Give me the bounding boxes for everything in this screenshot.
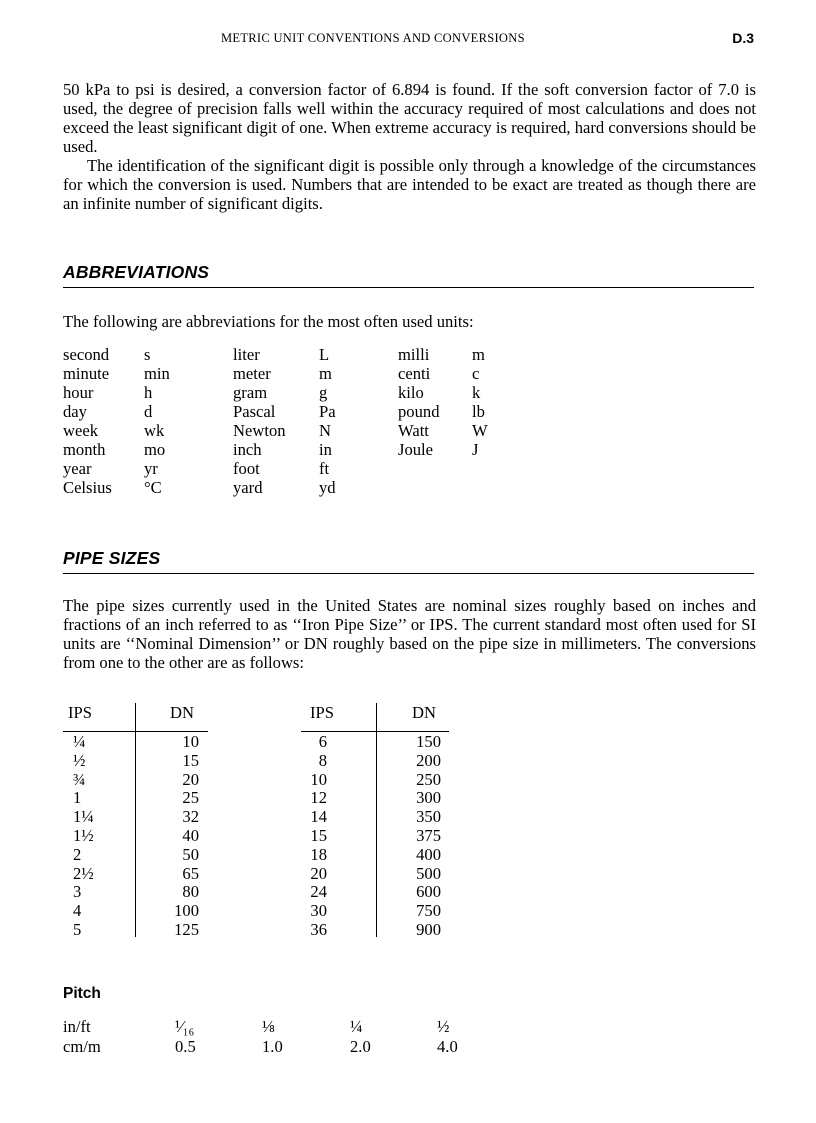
unit-symbol: yd bbox=[319, 478, 336, 497]
unit-name: second bbox=[63, 345, 110, 364]
abbreviation-entry bbox=[63, 364, 170, 383]
table1-ips-cell: 1½ bbox=[73, 826, 94, 845]
abbreviation-entry bbox=[398, 421, 488, 440]
unit-symbol: lb bbox=[472, 402, 485, 421]
table2-dn-cell: 250 bbox=[416, 769, 441, 789]
unit-name: day bbox=[63, 402, 87, 421]
table2-ips-cell: 14 bbox=[310, 807, 327, 827]
table1-ips-cell: ½ bbox=[73, 750, 86, 770]
abbreviation-entry bbox=[398, 383, 488, 402]
table2-dn-cell: 375 bbox=[416, 826, 441, 845]
unit-name: yard bbox=[233, 478, 263, 497]
unit-symbol: J bbox=[472, 440, 479, 459]
table1-dn-cell: 15 bbox=[182, 750, 199, 770]
abbreviations-rule bbox=[63, 287, 754, 288]
unit-name: gram bbox=[233, 383, 268, 402]
pitch-row-label: cm/m bbox=[63, 1037, 101, 1056]
unit-name: minute bbox=[63, 364, 110, 383]
running-header bbox=[0, 31, 816, 49]
table1-dn-cell: 80 bbox=[182, 882, 199, 902]
table2-ips-cell: 8 bbox=[318, 750, 327, 770]
table1-dn-cell: 20 bbox=[182, 769, 199, 789]
table1-ips-cell: 3 bbox=[73, 882, 82, 902]
pipe-sizes-rule bbox=[63, 573, 754, 574]
table1-dn-cell: 10 bbox=[182, 732, 199, 751]
pitch-heading: Pitch bbox=[63, 985, 101, 1002]
abbreviation-entry bbox=[398, 364, 488, 383]
table2-dn-cell: 750 bbox=[416, 901, 441, 921]
unit-symbol: h bbox=[144, 383, 153, 402]
unit-symbol: N bbox=[319, 421, 331, 440]
pitch-row-label: in/ft bbox=[63, 1017, 91, 1036]
table2-ips-cell: 15 bbox=[310, 826, 327, 845]
table2-dn-cell: 200 bbox=[416, 750, 441, 770]
abbreviation-entry bbox=[63, 440, 170, 459]
pitch-value: 2.0 bbox=[350, 1037, 371, 1056]
table2-ips-cell: 12 bbox=[310, 788, 327, 808]
pitch-value: ⅛ bbox=[262, 1017, 275, 1036]
running-header-title: METRIC UNIT CONVENTIONS AND CONVERSIONS bbox=[221, 31, 525, 45]
abbreviation-entry bbox=[63, 478, 170, 497]
unit-name: month bbox=[63, 440, 106, 459]
page-number: D.3 bbox=[732, 30, 754, 46]
abbreviation-entry bbox=[233, 440, 336, 459]
unit-name: week bbox=[63, 421, 99, 440]
unit-name: Celsius bbox=[63, 478, 112, 497]
unit-name: Newton bbox=[233, 421, 286, 440]
unit-symbol: k bbox=[472, 383, 481, 402]
table1-ips-cell: ¾ bbox=[73, 769, 86, 789]
table1-ips-cell: 4 bbox=[73, 901, 82, 921]
table2-dn-cell: 600 bbox=[416, 882, 441, 902]
intro-paragraph-1: 50 kPa to psi is desired, a conversion factor of 6.894 is found. If the soft conversion factor of 7.0 is used, the degree of precision falls well within the accuracy required of most calculations and does not exceed the least significant digit of one. When extreme accuracy is required, hard conversions should be used. bbox=[63, 80, 756, 156]
unit-name: liter bbox=[233, 345, 260, 364]
table2-ips-cell: 10 bbox=[310, 769, 327, 789]
abbreviation-entry bbox=[63, 345, 170, 364]
table2-ips-cell: 20 bbox=[310, 863, 327, 883]
unit-symbol: m bbox=[472, 345, 485, 364]
table2-ips-cell: 36 bbox=[310, 920, 327, 939]
table1-ips-cell: 2 bbox=[73, 844, 82, 864]
table2-ips-cell: 30 bbox=[310, 901, 327, 921]
unit-symbol: d bbox=[144, 402, 153, 421]
table1-ips-cell: 5 bbox=[73, 920, 82, 939]
table1-ips-cell: ¼ bbox=[73, 732, 86, 751]
table1-dn-cell: 65 bbox=[182, 863, 199, 883]
unit-name: centi bbox=[398, 364, 431, 383]
abbreviation-entry bbox=[233, 364, 336, 383]
unit-name: foot bbox=[233, 459, 260, 478]
table2-dn-cell: 400 bbox=[416, 844, 441, 864]
table1-dn-cell: 25 bbox=[182, 788, 199, 808]
unit-name: milli bbox=[398, 345, 430, 364]
unit-symbol: wk bbox=[144, 421, 165, 440]
unit-symbol: s bbox=[144, 345, 151, 364]
abbreviations-intro: The following are abbreviations for the most often used units: bbox=[63, 312, 474, 331]
table1-divider bbox=[135, 703, 136, 937]
table1-dn-cell: 32 bbox=[182, 807, 199, 827]
table2-ips-cell: 6 bbox=[318, 732, 327, 751]
abbreviation-entry bbox=[63, 459, 170, 478]
unit-name: Pascal bbox=[233, 402, 276, 421]
pitch-value: ¼ bbox=[350, 1017, 363, 1036]
abbreviation-entry bbox=[63, 421, 170, 440]
table1-dn-cell: 125 bbox=[174, 920, 199, 939]
unit-name: kilo bbox=[398, 383, 424, 402]
abbreviation-entry bbox=[233, 345, 336, 364]
unit-symbol: g bbox=[319, 383, 328, 402]
abbreviations-heading: ABBREVIATIONS bbox=[63, 262, 210, 282]
pipe-conversion-table bbox=[63, 703, 463, 943]
table2-ips-cell: 24 bbox=[310, 882, 327, 902]
pitch-value: 0.5 bbox=[175, 1037, 196, 1056]
table1-ips-cell: 1¼ bbox=[73, 807, 94, 827]
unit-name: hour bbox=[63, 383, 94, 402]
unit-name: meter bbox=[233, 364, 271, 383]
unit-name: Watt bbox=[398, 421, 429, 440]
unit-symbol: c bbox=[472, 364, 480, 383]
abbreviation-entry bbox=[233, 478, 336, 497]
unit-symbol: mo bbox=[144, 440, 166, 459]
table1-dn-header: DN bbox=[170, 703, 194, 722]
abbreviation-entry bbox=[63, 383, 170, 402]
unit-name: year bbox=[63, 459, 92, 478]
table2-dn-cell: 150 bbox=[416, 732, 441, 751]
table1-ips-cell: 2½ bbox=[73, 863, 94, 883]
unit-symbol: m bbox=[319, 364, 332, 383]
abbreviation-entry bbox=[233, 421, 336, 440]
pitch-value: ¹⁄₁₆ bbox=[175, 1017, 195, 1036]
unit-symbol: yr bbox=[144, 459, 158, 478]
table2-dn-cell: 500 bbox=[416, 863, 441, 883]
table2-dn-cell: 300 bbox=[416, 788, 441, 808]
unit-symbol: in bbox=[319, 440, 332, 459]
pitch-value: 4.0 bbox=[437, 1037, 458, 1056]
unit-symbol: ft bbox=[319, 459, 330, 478]
unit-symbol: W bbox=[472, 421, 488, 440]
unit-name: Joule bbox=[398, 440, 434, 459]
abbreviations-column-1 bbox=[63, 345, 170, 497]
abbreviation-entry bbox=[398, 345, 488, 364]
table2-divider bbox=[376, 703, 377, 937]
abbreviations-column-2 bbox=[233, 345, 336, 497]
table1-dn-cell: 100 bbox=[174, 901, 199, 921]
unit-name: pound bbox=[398, 402, 440, 421]
abbreviation-entry bbox=[233, 383, 336, 402]
table1-ips-cell: 1 bbox=[73, 788, 82, 808]
unit-symbol: °C bbox=[144, 478, 162, 497]
pipe-sizes-intro: The pipe sizes currently used in the United States are nominal sizes roughly based on inches and fractions of an inch referred to as ‘‘Iron Pipe Size’’ or IPS. The current standard most often used for SI units are ‘‘Nominal Dimension’’ or DN roughly based on the pipe size in millimeters. The conversions from one to the other are as follows: bbox=[63, 596, 756, 672]
abbreviation-entry bbox=[63, 402, 170, 421]
table2-ips-cell: 18 bbox=[310, 844, 327, 864]
table2-ips-header: IPS bbox=[310, 703, 334, 722]
table1-ips-header: IPS bbox=[68, 703, 92, 722]
abbreviation-entry bbox=[233, 402, 336, 421]
pipe-sizes-heading: PIPE SIZES bbox=[63, 548, 161, 568]
intro-paragraph-2: The identification of the significant digit is possible only through a knowledge of the circumstances for which the conversion is used. Numbers that are intended to be exact are treated as though there are an infinite number of significant digits. bbox=[63, 156, 756, 213]
table1-dn-cell: 50 bbox=[182, 844, 199, 864]
unit-symbol: L bbox=[319, 345, 330, 364]
abbreviations-column-3 bbox=[398, 345, 488, 459]
pitch-value: ½ bbox=[437, 1017, 450, 1036]
table1-dn-cell: 40 bbox=[182, 826, 199, 845]
pitch-value: 1.0 bbox=[262, 1037, 283, 1056]
unit-symbol: Pa bbox=[319, 402, 336, 421]
abbreviation-entry bbox=[233, 459, 336, 478]
abbreviation-entry bbox=[398, 440, 488, 459]
table2-dn-header: DN bbox=[412, 703, 436, 722]
unit-symbol: min bbox=[144, 364, 170, 383]
unit-name: inch bbox=[233, 440, 262, 459]
table2-dn-cell: 350 bbox=[416, 807, 441, 827]
abbreviation-entry bbox=[398, 402, 488, 421]
table2-dn-cell: 900 bbox=[416, 920, 441, 939]
